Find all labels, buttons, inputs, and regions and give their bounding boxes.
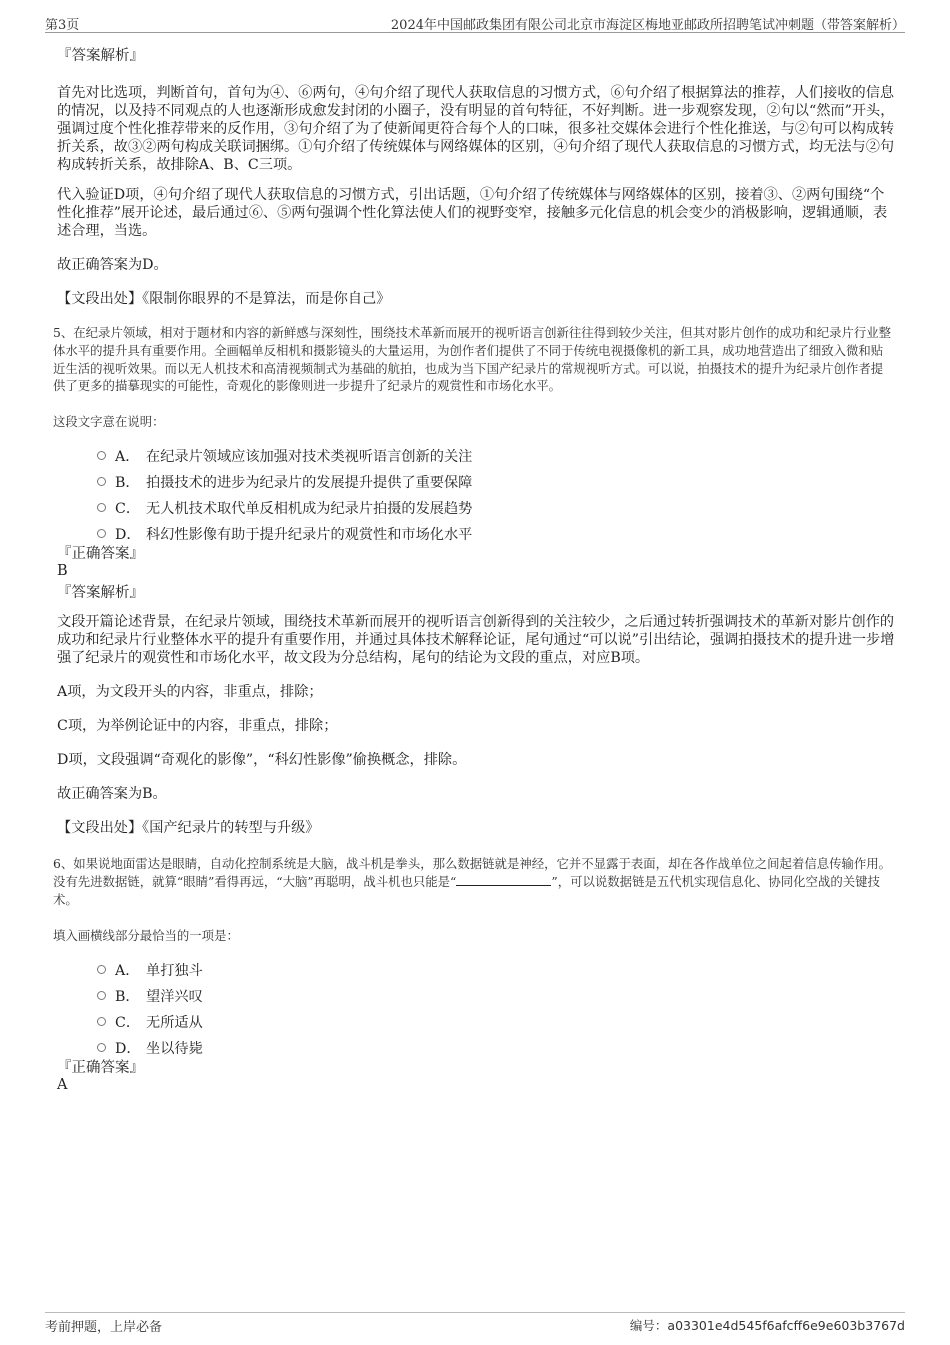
option-label: B． xyxy=(115,475,140,492)
q5-question: 5、在纪录片领域，相对于题材和内容的新鲜感与深刻性，围绕技术革新而展开的视听语言创新往往得到较少关注，但其对影片创作的成功和纪录片行业整体水平的提升具有重要作用。全画幅单反相机和摄影镜头的大量运用，为创作者们提供了不同于传统电视摄像机的新工具，成功地营造出了细致入微和贴近生活的视听效果。而以无人机技术和高清视频制式为基础的航拍，也成为当下国产纪录片的常规视听方式。可以说，拍摄技术的提升为纪录片创作者提供了更多的描摹现实的可能性，奇观化的影像则进一步提升了纪录片的观赏性和市场化水平。 xyxy=(53,325,892,394)
footer-slogan: 考前押题，上岸必备 xyxy=(45,1320,163,1335)
option-text: 坐以待毙 xyxy=(146,1040,203,1057)
q5-option-a[interactable] xyxy=(57,444,895,470)
option-label: D． xyxy=(115,1040,141,1057)
page-header xyxy=(45,14,905,33)
q4-source: 【文段出处】《限制你眼界的不是算法，而是你自己》 xyxy=(57,291,391,307)
page-content xyxy=(53,42,895,1095)
option-label: A． xyxy=(115,962,140,979)
footer-id-label: 编号： xyxy=(629,1318,668,1333)
q6-options xyxy=(57,958,895,1062)
radio-button[interactable] xyxy=(97,1043,106,1052)
option-label: A． xyxy=(115,449,140,466)
radio-button[interactable] xyxy=(97,529,106,538)
option-label: D． xyxy=(115,527,141,544)
fill-in-blank xyxy=(456,873,551,886)
q6-prompt: 填入画横线部分最恰当的一项是： xyxy=(53,927,239,943)
q4-analysis-label: 『答案解析』 xyxy=(57,48,144,64)
q4-conclusion: 故正确答案为D。 xyxy=(57,257,168,273)
q5-analysis-label: 『答案解析』 xyxy=(57,585,144,602)
q5-option-b[interactable] xyxy=(57,470,895,496)
q5-analysis-a: A项，为文段开头的内容，非重点，排除； xyxy=(57,684,323,701)
q6-question xyxy=(53,855,895,908)
q6-option-b[interactable] xyxy=(57,984,895,1010)
page-number: 第3页 xyxy=(45,18,80,33)
radio-button[interactable] xyxy=(97,991,106,1000)
page-footer xyxy=(45,1312,905,1335)
option-label: C． xyxy=(115,501,141,518)
radio-button[interactable] xyxy=(97,965,106,974)
q4-analysis-paragraph-2: 代入验证D项，④句介绍了现代人获取信息的习惯方式，引出话题，①句介绍了传统媒体与网络媒体的区别，接着③、②两句围绕“个性化推荐”展开论述，最后通过⑥、⑤两句强调个性化算法使人们的视野变窄，接触多元化信息的机会变少的消极影响，逻辑通顺，表述合理，当选。 xyxy=(57,187,888,239)
option-text: 无人机技术取代单反相机成为纪录片拍摄的发展趋势 xyxy=(146,501,473,518)
q6-question-part-1: 6、如果说地面雷达是眼睛，自动化控制系统是大脑，战斗机是拳头，那么数据链就是神经，它并不显露于表面，却在各作战单位之间起着信息传输作用。没有先进数据链，就算“眼睛”看得再远，“大脑”再聪明，战斗机也只能是“ xyxy=(53,856,892,889)
footer-id xyxy=(630,1316,905,1334)
q6-question-part-2: ”，可以说数据链是五代机实现信息化、协同化空战的关键技术。 xyxy=(53,873,880,907)
document-title: 2024年中国邮政集团有限公司北京市海淀区梅地亚邮政所招聘笔试冲刺题（带答案解析） xyxy=(390,18,905,33)
q5-option-c[interactable] xyxy=(57,496,895,522)
q5-options xyxy=(57,444,895,548)
option-text: 在纪录片领域应该加强对技术类视听语言创新的关注 xyxy=(146,449,473,466)
radio-button[interactable] xyxy=(97,1017,106,1026)
q4-analysis-paragraph-1: 首先对比选项，判断首句，首句为④、⑥两句，④句介绍了现代人获取信息的习惯方式，⑥句介绍了根据算法的推荐，人们接收的信息的情况，以及持不同观点的人也逐渐形成愈发封闭的小圈子，没有明显的首句特征，不好判断。进一步观察发现，②句以“然而”开头，强调过度个性化推荐带来的反作用，③句介绍了为了使新闻更符合每个人的口味，很多社交媒体会进行个性化推送，与②句可以构成转折关系，故③②两句构成关联词捆绑。①句介绍了传统媒体与网络媒体的区别，④句介绍了现代人获取信息的习惯方式，均无法与②句构成转折关系，故排除A、B、C三项。 xyxy=(57,85,895,173)
q5-prompt: 这段文字意在说明： xyxy=(53,414,165,430)
option-text: 无所适从 xyxy=(146,1014,203,1031)
q6-correct-answer: A xyxy=(57,1076,68,1093)
option-text: 单打独斗 xyxy=(146,962,203,979)
footer-id-code: a03301e4d545f6afcff6e9e603b3767d xyxy=(667,1318,905,1333)
option-text: 拍摄技术的进步为纪录片的发展提升提供了重要保障 xyxy=(146,475,473,492)
q5-analysis-c: C项，为举例论证中的内容，非重点，排除； xyxy=(57,718,338,735)
q6-option-a[interactable] xyxy=(57,958,895,984)
option-text: 望洋兴叹 xyxy=(146,988,203,1005)
q5-option-d[interactable] xyxy=(57,522,895,548)
q5-correct-label: 『正确答案』 xyxy=(57,546,144,563)
radio-button[interactable] xyxy=(97,451,106,460)
option-text: 科幻性影像有助于提升纪录片的观赏性和市场化水平 xyxy=(146,527,473,544)
radio-button[interactable] xyxy=(97,477,106,486)
option-label: B． xyxy=(115,988,140,1005)
q6-option-d[interactable] xyxy=(57,1036,895,1062)
q6-option-c[interactable] xyxy=(57,1010,895,1036)
q5-conclusion: 故正确答案为B。 xyxy=(57,786,167,803)
q5-analysis-paragraph: 文段开篇论述背景，在纪录片领域，围绕技术革新而展开的视听语言创新得到的关注较少，之后通过转折强调技术的革新对影片创作的成功和纪录片行业整体水平的提升有重要作用，并通过具体技术解释论证，尾句通过“可以说”引出结论，强调拍摄技术的提升进一步增强了纪录片的观赏性和市场化水平，故文段为分总结构，尾句的结论为文段的重点，对应B项。 xyxy=(57,614,895,667)
option-label: C． xyxy=(115,1014,141,1031)
radio-button[interactable] xyxy=(97,503,106,512)
q5-source: 【文段出处】《国产纪录片的转型与升级》 xyxy=(57,820,320,837)
q6-correct-label: 『正确答案』 xyxy=(57,1059,144,1076)
q5-correct-answer: B xyxy=(57,563,68,580)
q5-analysis-d: D项，文段强调“奇观化的影像”，“科幻性影像”偷换概念，排除。 xyxy=(57,752,467,769)
